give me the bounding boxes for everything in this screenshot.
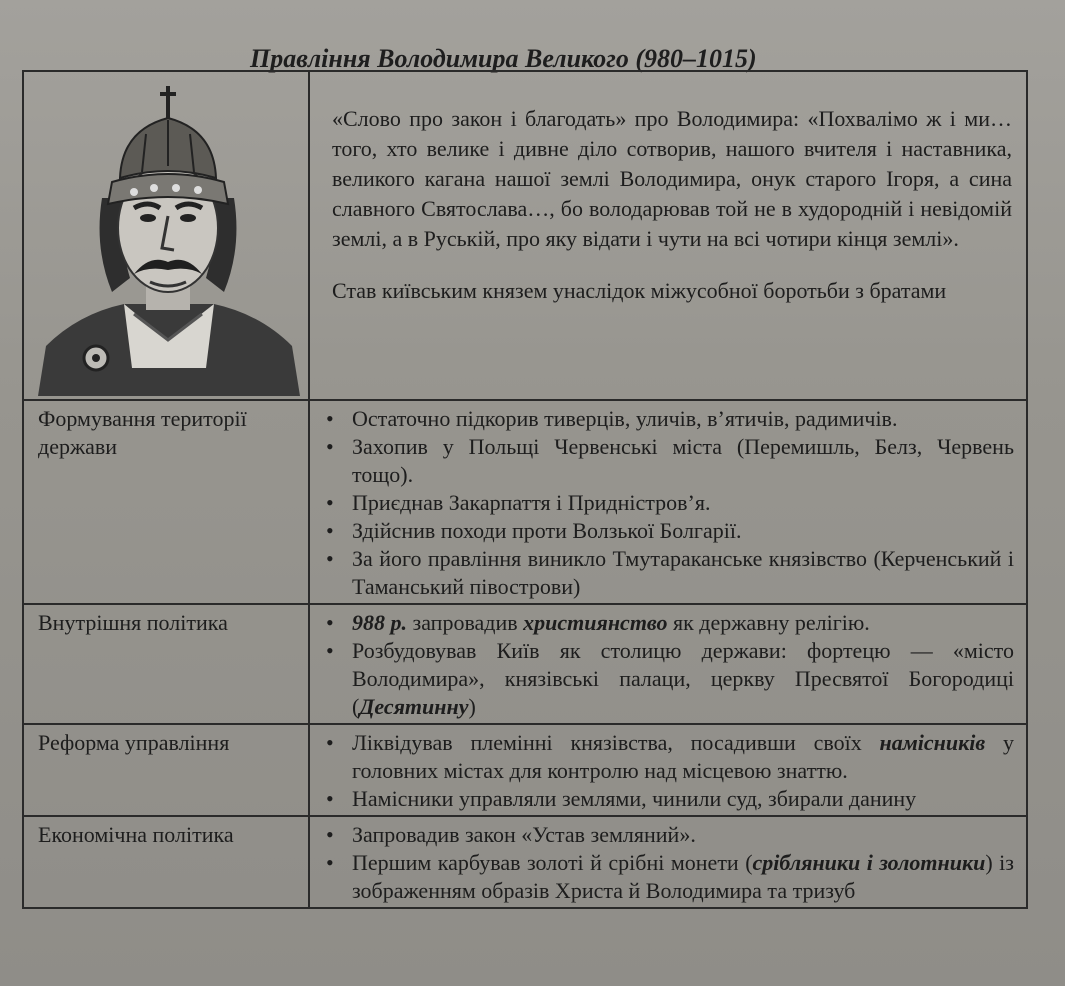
text-fragment: Захопив у Польщі Червенські міста (Перемишль, Белз, Червень тощо).: [352, 434, 1014, 487]
list-item: [352, 433, 1014, 489]
row-content: [309, 816, 1027, 908]
page-title: Правління Володимира Великого (980–1015): [250, 44, 757, 73]
ruler-info-table: [22, 70, 1028, 909]
text-fragment: Приєднав Закарпаття і Придністров’я.: [352, 490, 711, 515]
text-fragment: Остаточно підкорив тиверців, уличів, в’ятичів, радимичів.: [352, 406, 898, 431]
portrait-of-prince-volodymyr-icon: [38, 78, 300, 396]
text-fragment: Запровадив закон «Устав земляний».: [352, 822, 696, 847]
list-item: [352, 609, 1014, 637]
emphasis-term: Десятинну: [359, 694, 469, 719]
fact-list: [324, 405, 1014, 601]
ascension-note: Став київським князем унаслідок міжусобної боротьби з братами: [332, 278, 947, 303]
table-row: [23, 400, 1027, 604]
text-fragment: запровадив: [407, 610, 524, 635]
portrait-cell: [23, 71, 309, 400]
text-fragment: у головних містах для контролю над місцевою знаттю.: [352, 730, 1015, 783]
row-content: [309, 604, 1027, 724]
intro-cell: [309, 71, 1027, 400]
text-fragment: Здійснив походи проти Волзької Болгарії.: [352, 518, 742, 543]
list-item: [352, 821, 1014, 849]
text-fragment: Намісники управляли землями, чинили суд, збирали данину: [352, 786, 917, 811]
text-fragment: Розбудовував Київ як столицю держави: фортецю — «місто Володимира», князівські палаци, церкву Пресвятої Богородиці (: [352, 638, 1014, 719]
row-content: [309, 724, 1027, 816]
list-item: [352, 517, 1014, 545]
table-row: [23, 604, 1027, 724]
fact-list: [324, 729, 1014, 813]
list-item: [352, 849, 1014, 905]
row-label: Реформа управління: [23, 724, 309, 816]
list-item: [352, 545, 1014, 601]
text-fragment: За його правління виникло Тмутараканське князівство (Керченський і Таманський півострови): [352, 546, 1014, 599]
table-row: [23, 816, 1027, 908]
table-row: [23, 724, 1027, 816]
fact-list: [324, 609, 1014, 721]
list-item: [352, 637, 1014, 721]
text-fragment: як державну релігію.: [667, 610, 870, 635]
chronicle-quote: «Слово про закон і благодать» про Володимира: «Похвалімо ж і ми… того, хто велике і дивне діло сотворив, нашого вчителя і наставника, великого кагана нашої землі Володимира, онук старого Ігоря, а сина славного Святослава…, бо володарював той не в худородній і невідомій землі, а в Руській, про яку відати і чути на всі чотири кінця землі».: [332, 106, 1012, 251]
emphasis-term: християнство: [523, 610, 668, 635]
fact-list: [324, 821, 1014, 905]
table-row-intro: [23, 71, 1027, 400]
list-item: [352, 785, 1014, 813]
row-label: Внутрішня політика: [23, 604, 309, 724]
emphasis-term: срібляники і золотники: [752, 850, 986, 875]
text-fragment: Першим карбував золоті й срібні монети (: [352, 850, 753, 875]
row-label: Економічна політика: [23, 816, 309, 908]
text-fragment: Ліквідував племінні князівства, посадивши своїх: [352, 730, 880, 755]
text-fragment: ): [468, 694, 476, 719]
row-label: Формування території держави: [23, 400, 309, 604]
row-content: [309, 400, 1027, 604]
emphasis-term: 988 р.: [352, 610, 407, 635]
list-item: [352, 405, 1014, 433]
emphasis-term: намісників: [879, 730, 986, 755]
list-item: [352, 489, 1014, 517]
list-item: [352, 729, 1014, 785]
text-fragment: ) із зображенням образів Христа й Володимира та тризуб: [352, 850, 1014, 903]
